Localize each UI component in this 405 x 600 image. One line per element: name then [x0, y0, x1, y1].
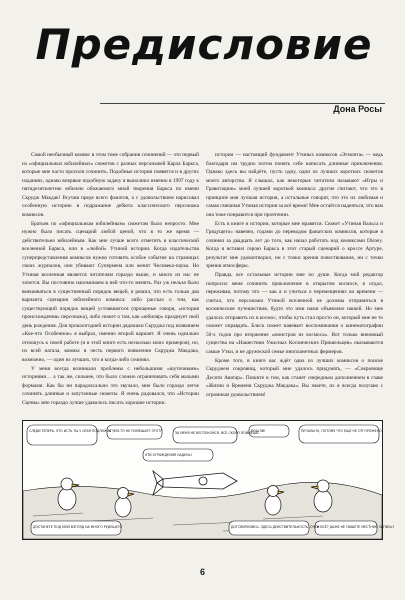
page-title: Предисловие [35, 20, 373, 69]
paragraph: Самой необычный комикс в этом томе собрания сочинений — это первый из «официальных юбилейных» сюжетов с разных персонажей Карла Баркса, которые мне часто просили сочинить. Подобные истории появятся и в других изданиях, однако впервые подобную задачу я выполнил именно в 1997 году к пятидесятилетию юбилею обожаемого мной творения Баркса по имени Скрудж Макдак! Всучив преде всего фанатов, а с удовольствием нарисовал особенную историю в подражание дебюта классического персонажа комиксов. [22, 152, 199, 218]
paragraph: Кроме того, в книге вас ждёт одна из лучших комиксов о поиске Скруджем сокровищ, который мне удалось придумать, — «Сокровище Десяти Аватар». Пишите в том, как станет очередным дополнением в главе «Жизни и Времени Скруджа Макдака». Вы знаете, их я всегда получаю с огромным удовольствием! [206, 357, 383, 398]
speech-bubble-text: ПОШЛИ! [251, 429, 266, 433]
paragraph: Правда, все остальные истории мне по душе. Когда мой редактор попросил меня сочинить приключение в открытом космосе, я отдал, переживая, потому что — как я и учиться о перемещениях во времени — считал, что персонажи Утиной вселенной не должны отправиться в космические путешествия, будто это ими нами объявлено нашей. Но мне удалось отправить их в космос, чтобы путь стал просто он, который мне не то сможет оправдать. Блеск сюжет навевает воспоминания о кинематографии 50-х годов про вторжение «монстров из космоса». Вот только виновный существа на «Нашествии Ужасных Космических Пришельцев» оказываются самые Утки, и не дружеской семье инопланетных фермеров. [206, 272, 383, 355]
author-byline: Дона Росы [333, 104, 382, 114]
speech-bubble-text: И ВСЁ? ДАЖЕ НЕ ПИШЕТЕ МЕСТНУЮ ЗАПИСЬ? [317, 525, 395, 529]
speech-bubble-text: ЗА МЕНЯ НЕ БЕСПОКОЙСЯ. ВСЁ СКОРО ПОЙМЁШЬ. [175, 431, 260, 435]
speech-bubble-text: А ЧЕМ-ТО НЕ ПОМЕШАЕТ ЭТОТ? [109, 429, 162, 433]
speech-bubble-text: ДОСТАНЕТЕ ПОД МОЙ ВЗГЛЯД НА МНОГО РУДУЩЕГО [33, 525, 123, 529]
paragraph: У меня всегда возникали проблемы с небольшими «шуточными» историями… а так же, сильнее, что было сложно ограничивать себя малыми формами. Как бы ни парадоксально это звучало, мне было гораздо легче сочинять длинные и запутанные сюжеты. Я очень радовался, что «Истории Сцены» мне гораздо лучше удавалось писать хорошие истории. [22, 365, 199, 406]
paragraph: истории — настоящий фундамент Утиных комиксов «Эгмонта» — ведь благодаря им трудно потом понять себе написать длинные приключения. Однако здесь вы найдёте, пусть одну, одни из лучших коротких сюжетов моего авторства. Я слышал, как некоторые читатели называют «Игры и Гравитацию» моей лучшей короткой комикса: другие считают, что это в принципе моя лучшая история, а остальные говорят, что это их любимая и самая смешная Утиная история за всё время! Мне остаётся надеяться, что вам она тоже понравится при прочтении. [206, 152, 383, 218]
page-number: 6 [199, 567, 205, 577]
comic-strip-illustration [22, 420, 395, 540]
speech-bubble-text: ДОГОВОРИЛИСЬ. ЗДЕСЬ ДЕЙСТВИТЕЛЬНОСТЬ, ОЧЕН [231, 525, 320, 529]
speech-bubble-text: СЛЕДИ ТЕПЕРЬ. ЭТО ИСТЬ ТЫ У СЕБЯ ПОДЛОЖАТ, [29, 429, 113, 433]
text-column-right [206, 151, 383, 400]
speech-bubble-text: ЭТИ ОГРАЖДЕНИЯ НАДЕНЬ! [145, 453, 193, 457]
paragraph: Братьев по «официальным юбилейным» сюжетам было непросто. Мне нужно было писать сценарий любой ценой, что в то же время — действительно юбилейным. Как мне лучше всего отметить в классической вселенной Баркса, или в «любой» Утиной истории. Когда издательства суперпредставления комиксов нужно готовить особое событие на страницах своих журналов, они убивают Супермена или женят Человека-паука. Но Утиная вселенная является читателям гораздо выше, и много из нас не хочется. Вы постоянно напоминаем в ней что-то менять. Раз уж нельзя было вмешиваться в существенный порядок вещей, я решил, что есть только два варианта сценария юбилейного комикса: либо рассказ о том, как существующий порядок вещей устоявшегося (прощеные говоря, «история происхождения» персонажа), либо сюжет о том, как «юбиляр» празднует свой день рождения. Для прошлогодней истории дядюшки Скруджа под названием «Кое-что Особенное» я выбрал, именно второй вариант. Я очень идеально отношусь к своей работе (и в этой книге есть несколько моих примеров), но, из всей нагала, комикс в честь первого появления Скруджа Макдака, возможно, — один из лучших, что я когда-либо сочинял. [22, 220, 199, 363]
paragraph: Есть в книге и истории, которые мне нравятся. Сюжет «Утиная Вальса и Грядущего» навеяно, годами до переводом фанатских комиксов, которые я сочинял за двадцать лет до того, как начал работать над комиксами Disney. Когда я вставил герою Баркса в этот старый сценарий о кроссе Артуре, результат мне удовлетворил, ни с точки зрения повествования, ни с точки зрения атмосферы. [206, 220, 383, 270]
speech-bubble-text: ПЕЧАЛЬНО, ПОТОМУ ЧТО ЕЩЁ НЕ ОТГОРОЖЕНО! [301, 429, 383, 433]
comic-art [23, 421, 395, 539]
text-column-left [22, 151, 199, 408]
